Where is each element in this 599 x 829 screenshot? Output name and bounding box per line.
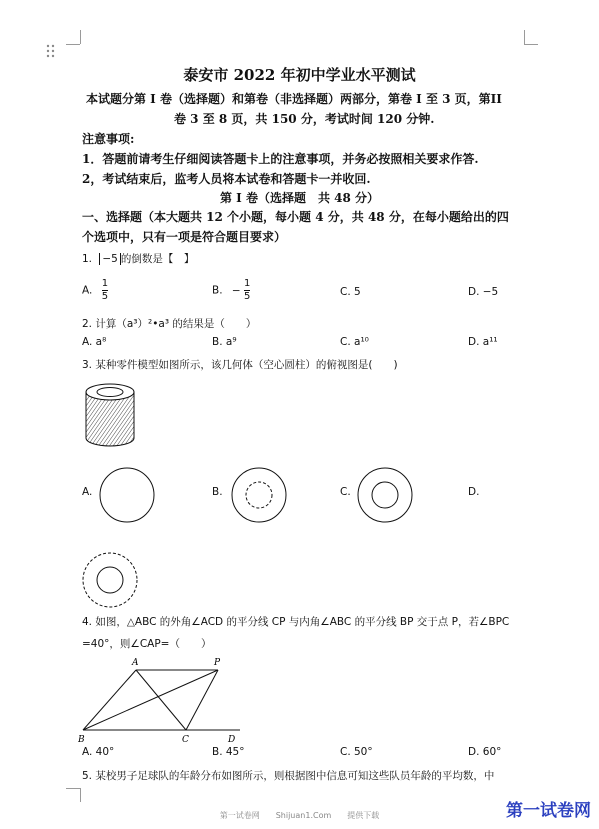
q3-option-d: D.	[468, 486, 480, 498]
q3-option-c: C.	[340, 486, 351, 498]
q1-option-a	[82, 278, 108, 303]
minus-sign: −	[231, 284, 241, 297]
notice-item-2: 2，考试结束后，监考人员将本试卷和答题卡一并收回.	[82, 172, 371, 186]
drag-handle-icon[interactable]	[46, 44, 56, 60]
q3-figure-d	[80, 550, 140, 614]
q1-option-b	[212, 278, 250, 303]
site-logo: 第一试卷网	[506, 801, 591, 821]
question-1-stem	[82, 251, 194, 266]
crop-mark	[66, 788, 80, 789]
point-label-p: P	[214, 658, 221, 668]
q3-figure-c	[356, 466, 414, 528]
q3-figure-b	[230, 466, 288, 528]
section-desc-2: 个选项中，只有一项是符合题目要求）	[82, 230, 287, 244]
notice-item-1: 1．答题前请考生仔细阅读答题卡上的注意事项，并务必按照相关要求作答.	[82, 152, 479, 166]
q2-option-a: A. a⁸	[82, 336, 107, 348]
question-3-stem: 3. 某种零件模型如图所示，该几何体（空心圆柱）的俯视图是( )	[82, 359, 398, 371]
q3-option-b: B.	[212, 486, 223, 498]
section-desc-1: 一、选择题（本大题共 12 个小题，每小题 4 分，共 48 分，在每小题给出的四	[82, 210, 509, 224]
point-label-d: D	[228, 735, 236, 744]
q4-option-d: D. 60°	[468, 746, 502, 758]
q2-option-b: B. a⁹	[212, 336, 237, 348]
fraction: $\frac{1}{5}$	[101, 278, 109, 302]
q1-option-c: C. 5	[340, 286, 361, 298]
notice-heading: 注意事项:	[82, 132, 135, 146]
crop-mark	[524, 44, 538, 45]
q2-option-d: D. a¹¹	[468, 336, 498, 348]
crop-mark	[524, 30, 525, 44]
q4-option-a: A. 40°	[82, 746, 115, 758]
q2-option-c: C. a¹⁰	[340, 336, 369, 348]
point-label-a: A	[132, 658, 139, 668]
intro-line-1: 本试题分第 I 卷（选择题）和第卷（非选择题）两部分，第卷 I 至 3 页，第II	[86, 92, 502, 106]
q4-option-c: C. 50°	[340, 746, 373, 758]
question-text: 的倒数是【 】	[120, 253, 195, 265]
hollow-cylinder-figure	[82, 380, 138, 454]
question-2-stem: 2. 计算（a³）²•a³ 的结果是（ ）	[82, 318, 257, 330]
q1-option-d: D. −5	[468, 286, 499, 298]
intro-line-2: 卷 3 至 8 页，共 150 分，考试时间 120 分钟.	[174, 112, 435, 126]
q3-option-a: A.	[82, 486, 93, 498]
page-footer: 第一试卷网 Shijuan1.Com 提供下载	[219, 811, 380, 820]
question-4-stem-1: 4. 如图，△ABC 的外角∠ACD 的平分线 CP 与内角∠ABC 的平分线 BP 交于点 P，若∠BPC	[82, 616, 510, 628]
point-label-b: B	[78, 735, 85, 744]
question-number: 1.	[82, 253, 93, 265]
option-label: A.	[82, 284, 93, 297]
crop-mark	[80, 788, 81, 802]
page-title: 泰安市 2022 年初中学业水平测试	[183, 66, 416, 84]
section-title: 第 I 卷（选择题 共 48 分）	[219, 191, 380, 205]
q4-option-b: B. 45°	[212, 746, 245, 758]
point-label-c: C	[182, 735, 189, 744]
q3-figure-a	[98, 466, 156, 528]
question-4-stem-2: =40°，则∠CAP=（ ）	[82, 638, 212, 650]
crop-mark	[66, 44, 80, 45]
option-label: B.	[212, 284, 223, 297]
question-5-stem: 5. 某校男子足球队的年龄分布如图所示，则根据图中信息可知这些队员年龄的平均数，中	[82, 770, 495, 782]
crop-mark	[80, 30, 81, 44]
triangle-figure	[78, 654, 243, 748]
absolute-value: −5	[99, 253, 120, 265]
fraction: $\frac{1}{5}$	[244, 278, 251, 302]
